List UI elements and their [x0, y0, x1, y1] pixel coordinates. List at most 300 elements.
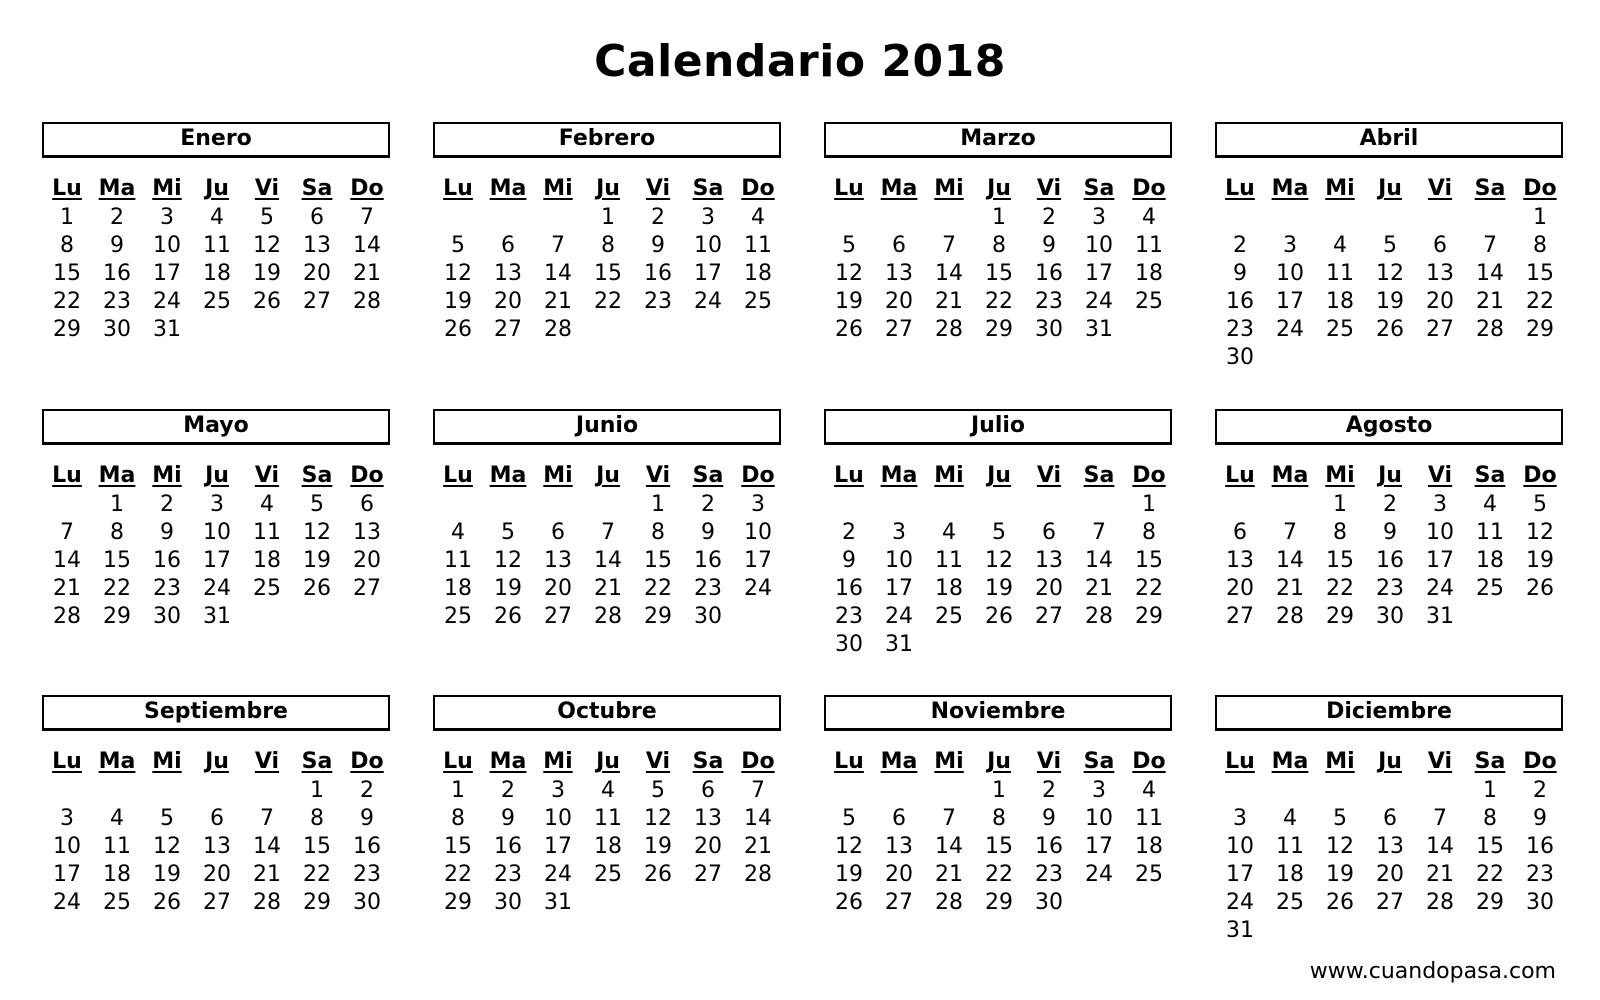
day-cell: 17 [153, 261, 181, 286]
day-cell: 26 [1526, 576, 1554, 601]
day-cell: 21 [935, 289, 963, 314]
month-header: Mayo [42, 409, 390, 445]
day-cell: 24 [1426, 576, 1454, 601]
weekday-label: Do [1132, 749, 1166, 774]
month-header: Septiembre [42, 695, 390, 731]
day-cell: 1 [310, 778, 324, 803]
day-cell: 19 [253, 261, 281, 286]
day-cell: 12 [985, 548, 1013, 573]
day-cell: 5 [260, 205, 274, 230]
day-cell: 3 [210, 492, 224, 517]
day-cell: 24 [885, 604, 913, 629]
month-header: Marzo [824, 122, 1172, 158]
day-cell: 23 [153, 576, 181, 601]
day-cell: 1 [992, 205, 1006, 230]
day-cell: 26 [1376, 317, 1404, 342]
weekday-row [824, 461, 1172, 491]
weekday-label: Vi [645, 176, 671, 201]
day-cell: 15 [1526, 261, 1554, 286]
day-cell: 11 [1476, 520, 1504, 545]
day-cell: 14 [53, 548, 81, 573]
day-cell: 9 [842, 548, 856, 573]
day-cell: 29 [985, 317, 1013, 342]
day-cell: 25 [1476, 576, 1504, 601]
day-cell: 27 [303, 289, 331, 314]
day-cell: 6 [1233, 520, 1247, 545]
day-cell: 20 [1226, 576, 1254, 601]
day-cell: 22 [985, 862, 1013, 887]
day-cell: 13 [694, 806, 722, 831]
day-cell: 4 [1283, 806, 1297, 831]
day-cell: 22 [985, 289, 1013, 314]
day-cell: 30 [1035, 890, 1063, 915]
day-cell: 18 [744, 261, 772, 286]
day-cell: 28 [1426, 890, 1454, 915]
day-cell: 20 [353, 548, 381, 573]
weekday-row [42, 174, 390, 204]
weekday-label: Lu [1225, 176, 1255, 201]
day-cell: 23 [494, 862, 522, 887]
month-febrero [433, 122, 781, 342]
month-header: Julio [824, 409, 1172, 445]
day-cell: 25 [1276, 890, 1304, 915]
day-cell: 19 [1526, 548, 1554, 573]
weekday-label: Ju [1378, 463, 1402, 488]
day-cell: 23 [835, 604, 863, 629]
day-cell: 8 [110, 520, 124, 545]
day-cell: 17 [1276, 289, 1304, 314]
day-cell: 17 [1426, 548, 1454, 573]
day-cell: 15 [985, 261, 1013, 286]
weekday-label: Ju [1378, 176, 1402, 201]
day-cell: 28 [935, 890, 963, 915]
day-cell: 26 [835, 317, 863, 342]
day-cell: 13 [203, 834, 231, 859]
day-cell: 24 [1085, 289, 1113, 314]
day-cell: 2 [1533, 778, 1547, 803]
day-cell: 31 [153, 317, 181, 342]
day-cell: 12 [1326, 834, 1354, 859]
day-cell: 4 [110, 806, 124, 831]
day-cell: 10 [53, 834, 81, 859]
day-cell: 18 [1276, 862, 1304, 887]
day-cell: 14 [1085, 548, 1113, 573]
day-cell: 2 [360, 778, 374, 803]
weekday-label: Lu [1225, 749, 1255, 774]
day-cell: 24 [203, 576, 231, 601]
day-cell: 21 [935, 862, 963, 887]
day-cell: 16 [494, 834, 522, 859]
day-cell: 24 [744, 576, 772, 601]
day-cell: 7 [1483, 233, 1497, 258]
weekday-label: Ma [880, 749, 918, 774]
day-cell: 15 [103, 548, 131, 573]
weekday-label: Ju [596, 176, 620, 201]
day-cell: 9 [1383, 520, 1397, 545]
day-cell: 5 [501, 520, 515, 545]
weekday-label: Mi [934, 749, 964, 774]
day-cell: 22 [303, 862, 331, 887]
month-diciembre [1215, 695, 1563, 943]
day-cell: 15 [644, 548, 672, 573]
day-cell: 10 [1085, 806, 1113, 831]
weekday-row [42, 747, 390, 777]
day-cell: 24 [1085, 862, 1113, 887]
day-cell: 7 [1092, 520, 1106, 545]
day-cell: 5 [842, 233, 856, 258]
day-cell: 20 [885, 862, 913, 887]
day-cell: 25 [253, 576, 281, 601]
month-mayo [42, 409, 390, 629]
weekday-label: Mi [934, 176, 964, 201]
weekday-label: Mi [543, 463, 573, 488]
month-julio [824, 409, 1172, 657]
day-cell: 8 [60, 233, 74, 258]
weekday-label: Do [350, 463, 384, 488]
day-cell: 21 [53, 576, 81, 601]
day-cell: 17 [694, 261, 722, 286]
day-cell: 5 [1533, 492, 1547, 517]
day-cell: 22 [53, 289, 81, 314]
weekday-label: Sa [692, 463, 724, 488]
weekday-label: Lu [1225, 463, 1255, 488]
day-cell: 19 [835, 289, 863, 314]
day-cell: 23 [1376, 576, 1404, 601]
day-cell: 10 [694, 233, 722, 258]
day-cell: 30 [103, 317, 131, 342]
day-cell: 29 [1326, 604, 1354, 629]
weekday-label: Do [350, 749, 384, 774]
day-cell: 3 [701, 205, 715, 230]
day-cell: 19 [835, 862, 863, 887]
day-cell: 9 [1042, 233, 1056, 258]
day-cell: 8 [992, 233, 1006, 258]
day-cell: 20 [1426, 289, 1454, 314]
day-cell: 10 [1276, 261, 1304, 286]
day-cell: 8 [992, 806, 1006, 831]
day-cell: 27 [1226, 604, 1254, 629]
day-cell: 27 [885, 317, 913, 342]
weekday-label: Sa [1474, 176, 1506, 201]
day-cell: 16 [694, 548, 722, 573]
day-cell: 31 [1226, 918, 1254, 943]
day-cell: 25 [935, 604, 963, 629]
day-cell: 16 [1376, 548, 1404, 573]
weekday-label: Lu [52, 749, 82, 774]
day-cell: 18 [203, 261, 231, 286]
day-cell: 21 [1085, 576, 1113, 601]
weekday-label: Lu [52, 463, 82, 488]
day-cell: 17 [203, 548, 231, 573]
weekday-label: Ma [880, 463, 918, 488]
day-cell: 7 [751, 778, 765, 803]
day-cell: 1 [992, 778, 1006, 803]
day-cell: 6 [1383, 806, 1397, 831]
day-cell: 10 [203, 520, 231, 545]
day-cell: 23 [1035, 862, 1063, 887]
day-cell: 7 [60, 520, 74, 545]
weekday-label: Do [741, 749, 775, 774]
day-cell: 25 [203, 289, 231, 314]
month-header: Diciembre [1215, 695, 1563, 731]
day-cell: 15 [303, 834, 331, 859]
day-cell: 29 [1476, 890, 1504, 915]
day-cell: 31 [203, 604, 231, 629]
day-cell: 11 [1326, 261, 1354, 286]
day-cell: 8 [310, 806, 324, 831]
day-cell: 1 [1142, 492, 1156, 517]
day-cell: 29 [103, 604, 131, 629]
weekday-label: Ma [1271, 749, 1309, 774]
day-cell: 8 [1483, 806, 1497, 831]
day-cell: 7 [260, 806, 274, 831]
day-cell: 18 [253, 548, 281, 573]
day-cell: 11 [1276, 834, 1304, 859]
day-cell: 13 [494, 261, 522, 286]
day-cell: 31 [1426, 604, 1454, 629]
day-cell: 28 [253, 890, 281, 915]
day-cell: 23 [353, 862, 381, 887]
day-cell: 22 [1476, 862, 1504, 887]
day-cell: 2 [1042, 205, 1056, 230]
day-cell: 2 [701, 492, 715, 517]
day-cell: 6 [210, 806, 224, 831]
weekday-label: Ma [489, 749, 527, 774]
day-cell: 4 [1333, 233, 1347, 258]
day-cell: 11 [1135, 806, 1163, 831]
weekday-label: Do [741, 176, 775, 201]
day-cell: 22 [594, 289, 622, 314]
day-cell: 28 [353, 289, 381, 314]
day-cell: 3 [1233, 806, 1247, 831]
day-cell: 9 [1533, 806, 1547, 831]
weekday-row [824, 747, 1172, 777]
day-cell: 17 [885, 576, 913, 601]
weekday-label: Lu [443, 463, 473, 488]
weekday-label: Sa [1474, 749, 1506, 774]
day-cell: 14 [253, 834, 281, 859]
day-cell: 22 [103, 576, 131, 601]
weekday-row [433, 461, 781, 491]
day-cell: 6 [551, 520, 565, 545]
day-cell: 8 [1333, 520, 1347, 545]
month-enero [42, 122, 390, 342]
weekday-label: Sa [1083, 176, 1115, 201]
day-cell: 9 [1042, 806, 1056, 831]
day-cell: 14 [1476, 261, 1504, 286]
day-cell: 17 [1085, 261, 1113, 286]
day-cell: 14 [544, 261, 572, 286]
day-cell: 9 [160, 520, 174, 545]
day-cell: 30 [153, 604, 181, 629]
day-cell: 21 [594, 576, 622, 601]
day-cell: 2 [651, 205, 665, 230]
day-cell: 24 [153, 289, 181, 314]
day-cell: 12 [444, 261, 472, 286]
day-cell: 4 [210, 205, 224, 230]
day-cell: 16 [103, 261, 131, 286]
day-cell: 24 [694, 289, 722, 314]
day-cell: 6 [892, 233, 906, 258]
day-cell: 24 [53, 890, 81, 915]
day-cell: 19 [303, 548, 331, 573]
day-cell: 9 [651, 233, 665, 258]
weekday-label: Ju [987, 176, 1011, 201]
day-cell: 26 [835, 890, 863, 915]
day-cell: 18 [1326, 289, 1354, 314]
weekday-label: Mi [1325, 749, 1355, 774]
day-cell: 18 [1476, 548, 1504, 573]
day-cell: 7 [601, 520, 615, 545]
day-cell: 9 [701, 520, 715, 545]
day-cell: 23 [644, 289, 672, 314]
day-cell: 12 [253, 233, 281, 258]
day-cell: 20 [1035, 576, 1063, 601]
day-cell: 20 [885, 289, 913, 314]
day-cell: 30 [1376, 604, 1404, 629]
day-cell: 29 [644, 604, 672, 629]
day-cell: 16 [1035, 834, 1063, 859]
month-noviembre [824, 695, 1172, 915]
weekday-label: Ju [1378, 749, 1402, 774]
day-cell: 26 [253, 289, 281, 314]
day-cell: 17 [1226, 862, 1254, 887]
weekday-row [42, 461, 390, 491]
day-cell: 25 [594, 862, 622, 887]
day-cell: 22 [1526, 289, 1554, 314]
weekday-label: Ma [1271, 463, 1309, 488]
day-cell: 21 [744, 834, 772, 859]
month-header: Febrero [433, 122, 781, 158]
day-cell: 28 [1476, 317, 1504, 342]
weekday-label: Lu [443, 749, 473, 774]
weekday-label: Mi [152, 463, 182, 488]
weekday-label: Sa [301, 749, 333, 774]
day-cell: 12 [1526, 520, 1554, 545]
day-cell: 15 [594, 261, 622, 286]
day-cell: 8 [1142, 520, 1156, 545]
day-cell: 3 [1092, 778, 1106, 803]
weekday-label: Vi [1427, 463, 1453, 488]
day-cell: 6 [892, 806, 906, 831]
day-cell: 30 [694, 604, 722, 629]
weekday-row [1215, 747, 1563, 777]
day-cell: 20 [203, 862, 231, 887]
weekday-label: Vi [254, 176, 280, 201]
day-cell: 18 [103, 862, 131, 887]
day-cell: 29 [303, 890, 331, 915]
day-cell: 20 [694, 834, 722, 859]
day-cell: 28 [1085, 604, 1113, 629]
day-cell: 26 [494, 604, 522, 629]
day-cell: 25 [744, 289, 772, 314]
day-cell: 4 [260, 492, 274, 517]
weekday-label: Ma [98, 463, 136, 488]
day-cell: 7 [942, 233, 956, 258]
weekday-label: Do [1132, 463, 1166, 488]
weekday-label: Ma [489, 176, 527, 201]
weekday-label: Do [1523, 749, 1557, 774]
day-cell: 12 [835, 834, 863, 859]
day-cell: 11 [935, 548, 963, 573]
weekday-label: Ju [596, 463, 620, 488]
day-cell: 5 [160, 806, 174, 831]
month-header: Enero [42, 122, 390, 158]
month-marzo [824, 122, 1172, 342]
day-cell: 11 [594, 806, 622, 831]
weekday-label: Lu [834, 176, 864, 201]
day-cell: 30 [1226, 345, 1254, 370]
day-cell: 20 [494, 289, 522, 314]
month-header: Abril [1215, 122, 1563, 158]
day-cell: 18 [1135, 261, 1163, 286]
day-cell: 27 [1035, 604, 1063, 629]
weekday-label: Sa [1474, 463, 1506, 488]
day-cell: 6 [1042, 520, 1056, 545]
day-cell: 18 [935, 576, 963, 601]
day-cell: 14 [935, 261, 963, 286]
day-cell: 19 [494, 576, 522, 601]
month-header: Noviembre [824, 695, 1172, 731]
day-cell: 4 [601, 778, 615, 803]
day-cell: 14 [1276, 548, 1304, 573]
month-header: Octubre [433, 695, 781, 731]
weekday-label: Sa [1083, 749, 1115, 774]
weekday-label: Do [1523, 463, 1557, 488]
day-cell: 3 [551, 778, 565, 803]
day-cell: 4 [751, 205, 765, 230]
day-cell: 6 [701, 778, 715, 803]
day-cell: 30 [353, 890, 381, 915]
day-cell: 13 [303, 233, 331, 258]
day-cell: 21 [353, 261, 381, 286]
day-cell: 11 [744, 233, 772, 258]
weekday-label: Do [741, 463, 775, 488]
day-cell: 17 [1085, 834, 1113, 859]
weekday-label: Mi [934, 463, 964, 488]
footer-url: www.cuandopasa.com [1309, 959, 1556, 984]
weekday-label: Ju [205, 749, 229, 774]
day-cell: 14 [353, 233, 381, 258]
weekday-label: Vi [645, 463, 671, 488]
weekday-label: Vi [254, 749, 280, 774]
day-cell: 10 [885, 548, 913, 573]
weekday-label: Do [1132, 176, 1166, 201]
day-cell: 27 [885, 890, 913, 915]
day-cell: 5 [451, 233, 465, 258]
day-cell: 12 [835, 261, 863, 286]
day-cell: 19 [153, 862, 181, 887]
day-cell: 15 [985, 834, 1013, 859]
weekday-row [824, 174, 1172, 204]
day-cell: 10 [1085, 233, 1113, 258]
weekday-label: Lu [52, 176, 82, 201]
day-cell: 21 [1426, 862, 1454, 887]
month-junio [433, 409, 781, 629]
day-cell: 4 [451, 520, 465, 545]
weekday-label: Mi [543, 176, 573, 201]
day-cell: 8 [651, 520, 665, 545]
weekday-label: Sa [692, 176, 724, 201]
day-cell: 7 [360, 205, 374, 230]
day-cell: 5 [651, 778, 665, 803]
day-cell: 28 [935, 317, 963, 342]
weekday-label: Lu [834, 749, 864, 774]
day-cell: 3 [751, 492, 765, 517]
day-cell: 18 [594, 834, 622, 859]
weekday-label: Sa [301, 176, 333, 201]
day-cell: 5 [992, 520, 1006, 545]
